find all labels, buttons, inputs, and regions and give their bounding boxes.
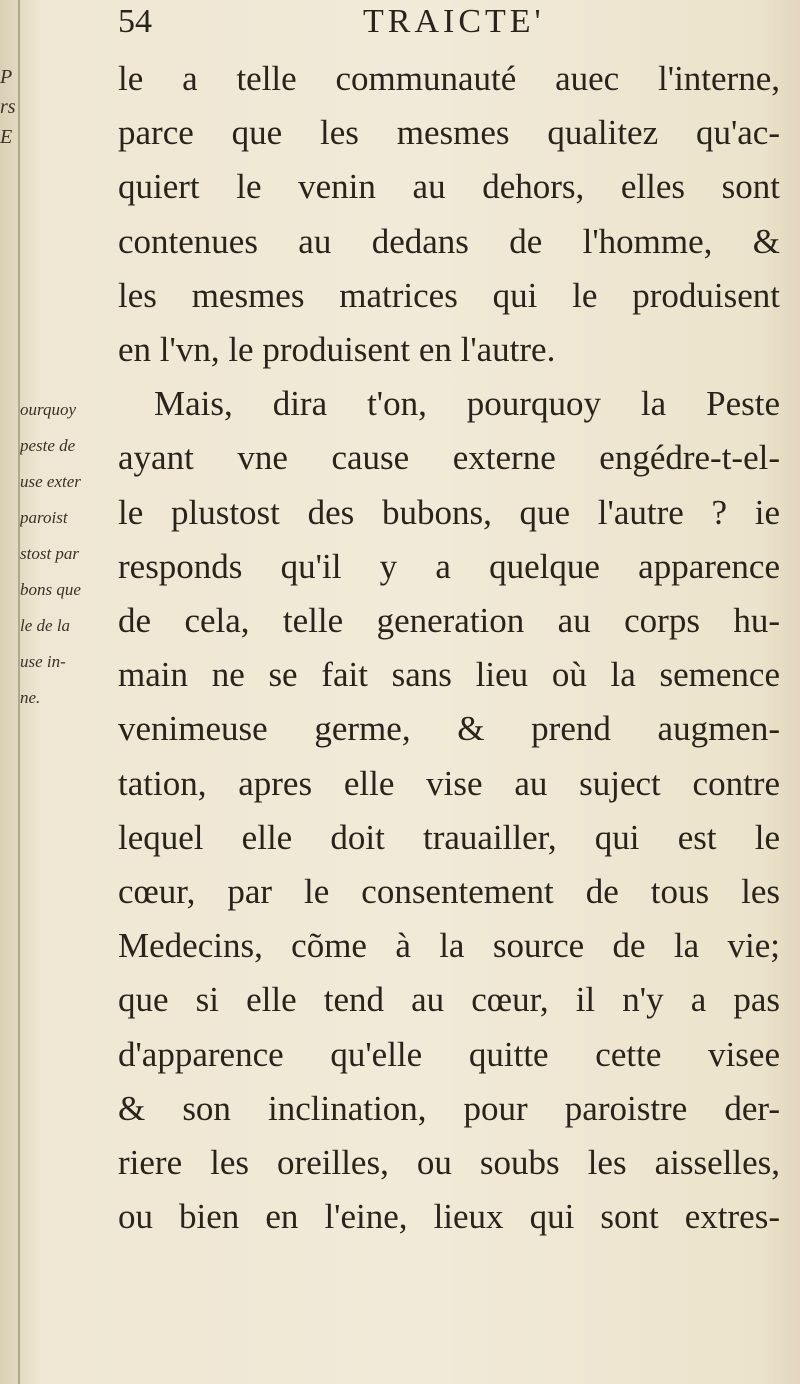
sidenote-line: ne. (20, 688, 41, 707)
body-text (118, 52, 780, 1244)
text-line: Medecins, cõme à la source de la vie; (118, 926, 780, 966)
left-margin-fragments (0, 62, 20, 152)
text-line: que si elle tend au cœur, il n'y a pas (118, 980, 780, 1020)
text-line: contenues au dedans de l'homme, & (118, 221, 780, 261)
text-line: quiert le venin au dehors, elles sont (118, 167, 780, 207)
sidenote-line: paroist (20, 508, 68, 527)
text-line: venimeuse germe, & prend augmen- (118, 709, 780, 749)
text-line: tation, apres elle vise au suject contre (118, 763, 780, 803)
running-head (118, 2, 778, 42)
page-number: 54 (118, 3, 152, 40)
text-line: le plustost des bubons, que l'autre ? ie (118, 492, 780, 532)
sidenote-line: use exter (20, 472, 81, 491)
text-line: en l'vn, le produisent en l'autre. (118, 330, 556, 370)
sidenote-line: le de la (20, 616, 71, 635)
marginal-sidenote (20, 392, 120, 716)
text-line: parce que les mesmes qualitez qu'ac- (118, 113, 780, 153)
sidenote-line: use in- (20, 652, 66, 671)
text-line: lequel elle doit trauailler, qui est le (118, 817, 780, 857)
margin-fragment: rs (0, 96, 16, 118)
margin-fragment: P (0, 66, 13, 88)
sidenote-line: ourquoy (20, 400, 77, 419)
margin-fragment: E (0, 126, 13, 148)
text-line: de cela, telle generation au corps hu- (118, 601, 780, 641)
text-line: cœur, par le consentement de tous les (118, 872, 780, 912)
text-line: d'apparence qu'elle quitte cette visee (118, 1034, 780, 1074)
text-line: responds qu'il y a quelque apparence (118, 546, 780, 586)
text-line: Mais, dira t'on, pourquoy la Peste (154, 384, 780, 424)
text-line: ayant vne cause externe engédre-t-el- (118, 438, 780, 478)
text-line: les mesmes matrices qui le produisent (118, 275, 780, 315)
text-line: le a telle communauté auec l'interne, (118, 59, 780, 98)
text-line: main ne se fait sans lieu où la semence (118, 655, 780, 695)
text-line: & son inclination, pour paroistre der- (118, 1088, 780, 1128)
sidenote-line: bons que (20, 580, 81, 599)
text-line: riere les oreilles, ou soubs les aisselles, (118, 1143, 780, 1183)
running-title: TRAICTE' (363, 3, 545, 40)
text-line: ou bien en l'eine, lieux qui sont extres- (118, 1197, 780, 1237)
sidenote-line: stost par (20, 544, 80, 563)
sidenote-line: peste de (20, 436, 76, 455)
